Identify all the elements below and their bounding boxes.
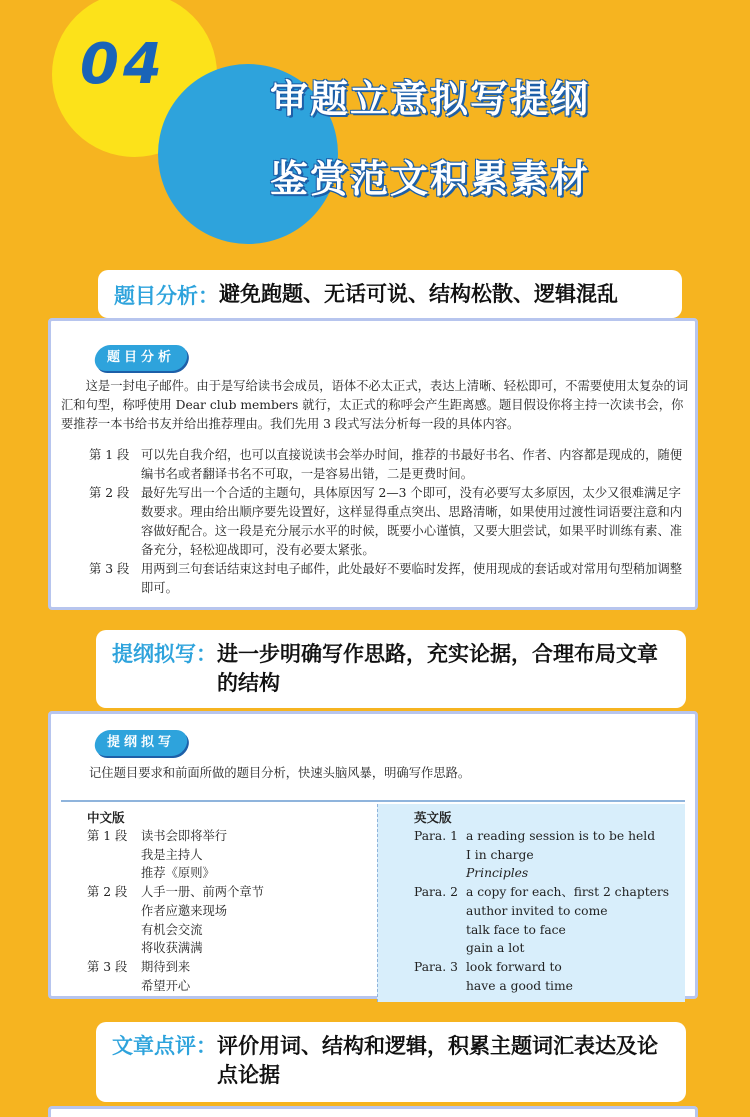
row-key: Para. 2 <box>414 885 458 900</box>
outline-row <box>414 846 685 865</box>
outline-row <box>87 864 377 883</box>
row-value: look forward to <box>466 959 562 974</box>
row-key: Para. 3 <box>414 959 458 974</box>
outline-row <box>87 921 377 940</box>
row-value: 希望开心 <box>141 978 191 993</box>
outline-row <box>414 827 685 846</box>
row-value: have a good time <box>466 978 573 993</box>
hero-banner <box>0 0 750 260</box>
outline-row <box>414 958 685 977</box>
row-key <box>87 846 141 865</box>
outline-chinese-column <box>61 804 377 1002</box>
analysis-card <box>48 318 698 610</box>
hero-title-line-2: 鉴赏范文积累素材 <box>270 157 591 201</box>
row-value: 我是主持人 <box>141 847 203 862</box>
outline-row <box>87 883 377 902</box>
analysis-section-label <box>98 270 682 318</box>
analysis-row-key: 第 1 段 <box>89 448 130 462</box>
analysis-row <box>61 484 691 560</box>
row-key <box>87 977 141 996</box>
outline-label-value: 进一步明确写作思路，充实论据，合理布局文章的结构 <box>217 642 658 695</box>
row-key: Para. 1 <box>414 829 458 843</box>
row-key <box>87 902 141 921</box>
row-value: Principles <box>466 866 529 881</box>
analysis-label-key: 题目分析： <box>114 284 219 308</box>
row-key <box>414 864 466 883</box>
english-header: 英文版 <box>414 810 452 825</box>
row-key <box>414 977 466 996</box>
outline-badge <box>93 730 190 756</box>
outline-divider <box>61 800 685 802</box>
row-key <box>414 921 466 940</box>
outline-row <box>414 977 685 996</box>
row-value: 期待到来 <box>141 959 191 974</box>
outline-section-label <box>96 630 686 708</box>
outline-english-column <box>377 804 685 1002</box>
outline-row <box>414 883 685 902</box>
analysis-row <box>61 446 691 484</box>
review-label-value: 评价用词、结构和逻辑，积累主题词汇表达及论点论据 <box>217 1034 658 1087</box>
row-value: 将收获满满 <box>141 941 203 956</box>
row-key: 第 3 段 <box>87 959 128 974</box>
chinese-header: 中文版 <box>87 810 125 825</box>
section-number: 04 <box>80 32 166 97</box>
outline-row <box>414 864 685 883</box>
review-card <box>48 1106 698 1117</box>
outline-row <box>87 958 377 977</box>
row-key <box>87 864 141 883</box>
row-value: 读书会即将举行 <box>141 829 228 843</box>
analysis-row <box>61 560 691 598</box>
analysis-badge-text: 题目分析 <box>107 350 176 365</box>
analysis-row-key: 第 2 段 <box>89 486 130 500</box>
row-value: talk face to face <box>466 922 566 937</box>
row-key: 第 1 段 <box>87 829 128 843</box>
row-value: 人手一册、前两个章节 <box>141 885 264 900</box>
outline-intro: 记住题目要求和前面所做的题目分析，快速头脑风暴，明确写作思路。 <box>89 766 471 780</box>
row-value: a reading session is to be held <box>466 829 656 843</box>
outline-row <box>87 902 377 921</box>
analysis-row-value: 用两到三句套话结束这封电子邮件，此处最好不要临时发挥，使用现成的套话或对常用句型稍加调整即可。 <box>141 562 683 595</box>
analysis-badge <box>93 345 190 371</box>
outline-badge-text: 提纲拟写 <box>107 735 176 750</box>
row-value: 作者应邀来现场 <box>141 903 228 918</box>
hero-title-line-1: 审题立意拟写提纲 <box>270 77 591 121</box>
row-key <box>87 921 141 940</box>
review-label-key: 文章点评： <box>112 1034 217 1058</box>
outline-label-key: 提纲拟写： <box>112 642 217 666</box>
row-value: I in charge <box>466 847 534 862</box>
row-value: 推荐《原则》 <box>141 866 215 881</box>
outline-row <box>414 921 685 940</box>
row-key <box>414 902 466 921</box>
row-key <box>87 939 141 958</box>
outline-row <box>87 846 377 865</box>
analysis-row-value: 可以先自我介绍，也可以直接说读书会举办时间，推荐的书最好书名、作者、内容都是现成的，随便编书名或者翻译书名不可取，一是容易出错，二是更费时间。 <box>141 448 683 481</box>
analysis-row-key: 第 3 段 <box>89 562 130 576</box>
row-key: 第 2 段 <box>87 885 128 900</box>
outline-row <box>87 827 377 846</box>
review-section-label <box>96 1022 686 1102</box>
row-value: 有机会交流 <box>141 922 203 937</box>
row-value: a copy for each、first 2 chapters <box>466 885 670 900</box>
row-value: author invited to come <box>466 903 608 918</box>
outline-table <box>61 804 685 1002</box>
row-key <box>414 846 466 865</box>
row-key <box>414 939 466 958</box>
outline-row <box>87 939 377 958</box>
outline-card <box>48 711 698 999</box>
row-value: gain a lot <box>466 941 525 956</box>
outline-row <box>414 939 685 958</box>
analysis-intro: 这是一封电子邮件。由于是写给读书会成员，语体不必太正式，表达上清晰、轻松即可，不需要使用太复杂的词汇和句型，称呼使用 Dear club members 就行，太正式的称呼会产生距离感。题目假设你将主持一次读书会，你要推荐一本书给书友并给出推荐理由。我们先用 3 段式写法分析每一段的具体内容。 <box>61 379 689 431</box>
analysis-label-value: 避免跑题、无话可说、结构松散、逻辑混乱 <box>219 282 618 306</box>
analysis-row-value: 最好先写出一个合适的主题句，具体原因写 2—3 个即可，没有必要写太多原因，太少又很难满足字数要求。理由给出顺序要先设置好，这样显得重点突出、思路清晰，如果使用过渡性词语要注意和内容做好配合。这一段是充分展示水平的时候，既要小心谨慎，又要大胆尝试，如果平时训练有素、准备充分，轻松迎战即可，没有必要太紧张。 <box>141 486 683 557</box>
outline-row <box>87 977 377 996</box>
outline-row <box>414 902 685 921</box>
